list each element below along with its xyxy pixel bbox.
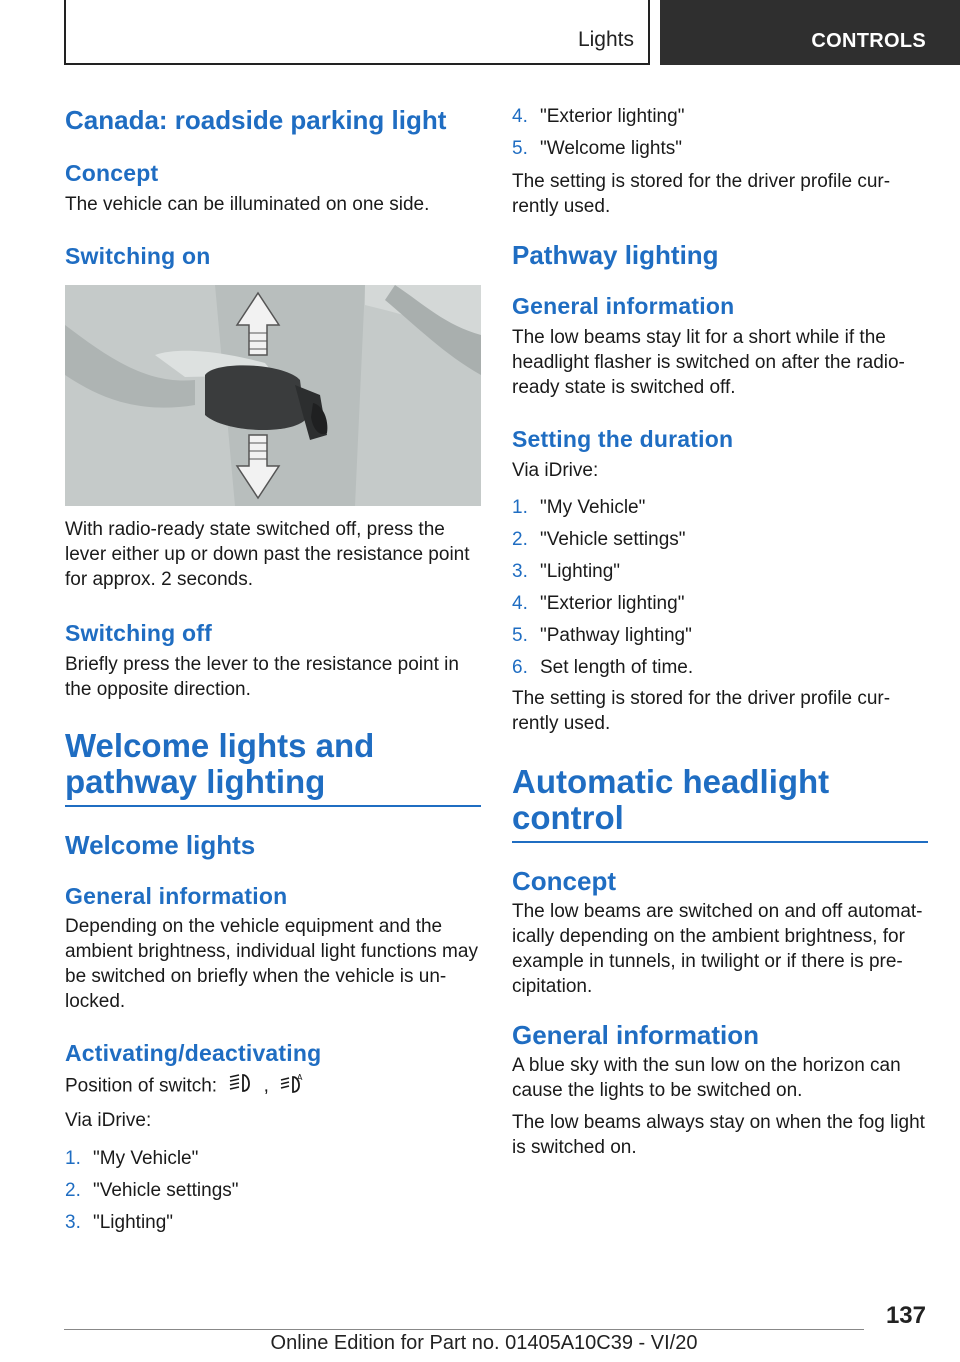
concept-text: The vehicle can be illuminated on one side. [65, 194, 430, 215]
switching-off-heading: Switching off [65, 620, 212, 646]
list-item: 5. "Welcome lights" [512, 138, 682, 159]
welcome-steps-continued [512, 101, 928, 165]
list-item: 3. "Lighting" [512, 561, 621, 582]
left-column [65, 100, 481, 1239]
list-item: 2. "Vehicle settings" [512, 529, 686, 550]
switching-off-text: Briefly press the lever to the resistance point in the opposite direction. [65, 654, 459, 700]
switching-on-text: With radio-ready state switched off, press the lever either up or down past the resistance point for approx. 2 seconds. [65, 519, 470, 590]
pathway-steps-list [512, 492, 928, 684]
list-item: 4. "Exterior lighting" [512, 106, 685, 127]
auto-general-heading: General information [512, 1020, 760, 1050]
pathway-heading: Pathway lighting [512, 240, 719, 270]
list-item: 1. "My Vehicle" [65, 1148, 199, 1169]
list-item: 2. "Vehicle settings" [65, 1180, 239, 1201]
switching-on-heading: Switching on [65, 243, 211, 269]
switch-separator: , [263, 1075, 269, 1097]
chapter-tab-label: CONTROLS [811, 30, 926, 52]
automatic-headlight-icon [278, 1072, 306, 1101]
switch-position-label: Position of switch: [65, 1075, 218, 1097]
list-item: 1. "My Vehicle" [512, 497, 646, 518]
pathway-general-heading: General information [512, 293, 735, 319]
welcome-steps-list [65, 1143, 481, 1239]
general-info-text: Depending on the vehicle equipment and the ambient brightness, individual light functions may be switched on briefly when the vehicle is un-locked. [65, 916, 478, 1012]
list-item: 6. Set length of time. [512, 657, 694, 678]
footer-divider [64, 1329, 864, 1330]
welcome-section-title [65, 728, 481, 807]
auto-general-text-1: A blue sky with the sun low on the horizon can cause the lights to be switched on. [512, 1055, 901, 1101]
pathway-general-text: The low beams stay lit for a short while if the headlight flasher is switched on after the radio-ready state is switched off. [512, 327, 905, 398]
welcome-title-line2: pathway lighting [65, 763, 326, 800]
list-item: 5. "Pathway lighting" [512, 625, 692, 646]
page-header [0, 0, 960, 66]
lever-illustration [65, 285, 481, 506]
concept-heading: Concept [65, 160, 159, 186]
welcome-lights-heading: Welcome lights [65, 830, 256, 860]
auto-concept-heading: Concept [512, 866, 616, 896]
chapter-tab [660, 0, 960, 65]
via-idrive-label: Via iDrive: [65, 1110, 152, 1131]
list-item: 4. "Exterior lighting" [512, 593, 685, 614]
canada-title: Canada: roadside parking light [65, 105, 447, 135]
via-idrive-label-2: Via iDrive: [512, 460, 599, 481]
svg-text:A: A [297, 1073, 303, 1082]
auto-title-line2: control [512, 799, 624, 836]
low-beam-icon [226, 1072, 254, 1101]
lever-arrows-icon [65, 285, 481, 506]
auto-headlight-section-title [512, 764, 928, 843]
section-tab [64, 0, 650, 65]
general-info-heading: General information [65, 883, 288, 909]
duration-heading: Setting the duration [512, 426, 734, 452]
page-number: 137 [885, 1302, 926, 1329]
activating-heading: Activating/deactivating [65, 1040, 322, 1066]
section-tab-label: Lights [577, 28, 634, 51]
stored-setting-text-2: The setting is stored for the driver profile cur-rently used. [512, 688, 891, 734]
right-column [512, 100, 928, 1160]
auto-general-text-2: The low beams always stay on when the fog light is switched on. [512, 1112, 925, 1158]
edition-line: Online Edition for Part no. 01405A10C39 - VI/20 [270, 1332, 698, 1354]
auto-concept-text: The low beams are switched on and off automat-ically depending on the ambient brightness, for example in tunnels, in twilight or if there is pre-cipitation. [512, 901, 923, 997]
switch-position-line [65, 1072, 481, 1101]
auto-title-line1: Automatic headlight [512, 763, 830, 800]
list-item: 3. "Lighting" [65, 1212, 174, 1233]
stored-setting-text-1: The setting is stored for the driver profile cur-rently used. [512, 171, 891, 217]
welcome-title-line1: Welcome lights and [65, 727, 375, 764]
